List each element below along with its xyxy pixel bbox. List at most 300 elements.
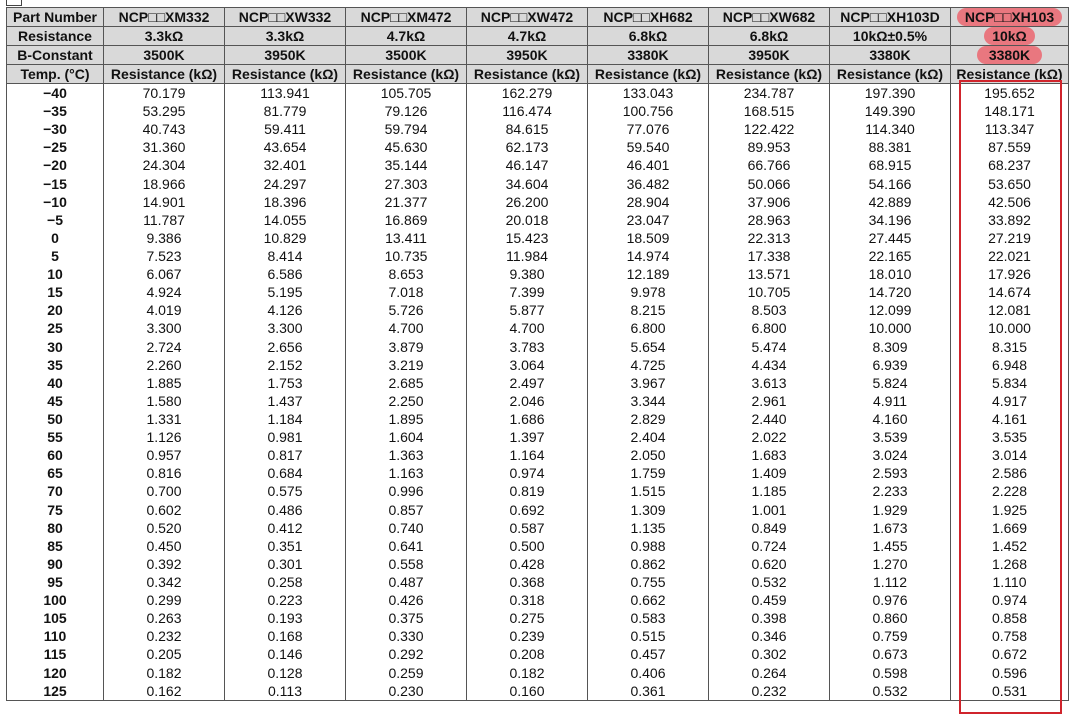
- resistance-value-cell: 28.904: [588, 193, 709, 211]
- resistance-value-cell: 10.705: [709, 283, 830, 301]
- temperature-cell: 35: [7, 356, 104, 374]
- table-row: [7, 537, 1069, 555]
- bconstant-cell-highlighted: [951, 46, 1069, 65]
- resistance-value-cell: 0.849: [709, 519, 830, 537]
- table-row: [7, 301, 1069, 319]
- resistance-value-cell: 0.351: [225, 537, 346, 555]
- resistance-value-cell: 3.300: [104, 319, 225, 337]
- resistance-value-cell: 59.540: [588, 138, 709, 156]
- resistance-value-cell: 66.766: [709, 156, 830, 174]
- resistance-value-cell: 24.297: [225, 175, 346, 193]
- resistance-value-cell: 2.586: [951, 464, 1069, 482]
- resistance-value-cell: 2.022: [709, 428, 830, 446]
- resistance-value-cell: 0.532: [830, 682, 951, 701]
- temperature-cell: 115: [7, 645, 104, 663]
- resistance-value-cell: 4.911: [830, 392, 951, 410]
- resistance-value-cell: 4.700: [346, 319, 467, 337]
- resistance-value-cell: 0.128: [225, 664, 346, 682]
- resistance-value-cell: 6.800: [709, 319, 830, 337]
- resistance-value-cell: 0.532: [709, 573, 830, 591]
- resistance-value-cell: 46.401: [588, 156, 709, 174]
- table-row: [7, 265, 1069, 283]
- resistance-value-cell: 0.361: [588, 682, 709, 701]
- resistance-value-cell: 0.398: [709, 609, 830, 627]
- table-row: [7, 501, 1069, 519]
- resistance-value-cell: 14.974: [588, 247, 709, 265]
- resistance-value-cell: 1.895: [346, 410, 467, 428]
- resistance-value-cell: 34.604: [467, 175, 588, 193]
- table-row: [7, 464, 1069, 482]
- resistance-value-cell: 16.869: [346, 211, 467, 229]
- resistance-value-cell: 2.233: [830, 482, 951, 500]
- resistance-value-cell: 3.613: [709, 374, 830, 392]
- resistance-value-cell: 1.164: [467, 446, 588, 464]
- temperature-cell: −15: [7, 175, 104, 193]
- resistance-value-cell: 0.412: [225, 519, 346, 537]
- resistance-value-cell: 0.974: [951, 591, 1069, 609]
- resistance-value-cell: 8.653: [346, 265, 467, 283]
- resistance-value-cell: 0.223: [225, 591, 346, 609]
- resistance-value-cell: 0.981: [225, 428, 346, 446]
- resistance-value-cell: 4.126: [225, 301, 346, 319]
- resistance-value-cell: 1.268: [951, 555, 1069, 573]
- bconstant-row: [7, 46, 1069, 65]
- table-row: [7, 446, 1069, 464]
- resistance-value-cell: 7.399: [467, 283, 588, 301]
- resistance-value-cell: 0.819: [467, 482, 588, 500]
- resistance-value-cell: 0.299: [104, 591, 225, 609]
- table-row: [7, 356, 1069, 374]
- resistance-value-cell: 2.593: [830, 464, 951, 482]
- resistance-value-cell: 2.404: [588, 428, 709, 446]
- resistance-value-cell: 0.259: [346, 664, 467, 682]
- table-row: [7, 193, 1069, 211]
- resistance-value-cell: 6.948: [951, 356, 1069, 374]
- resistance-cell: 6.8kΩ: [588, 27, 709, 46]
- resistance-value-cell: 2.440: [709, 410, 830, 428]
- highlight-part-number: NCP□□XH103: [957, 8, 1062, 26]
- table-row: [7, 392, 1069, 410]
- table-row: [7, 138, 1069, 156]
- resistance-value-cell: 28.963: [709, 211, 830, 229]
- resistance-value-cell: 77.076: [588, 120, 709, 138]
- table-row: [7, 428, 1069, 446]
- resistance-value-cell: 0.598: [830, 664, 951, 682]
- resistance-value-cell: 0.673: [830, 645, 951, 663]
- resistance-value-cell: 0.168: [225, 627, 346, 645]
- resistance-value-cell: 0.816: [104, 464, 225, 482]
- resistance-value-cell: 0.724: [709, 537, 830, 555]
- resistance-cell: 6.8kΩ: [709, 27, 830, 46]
- resistance-value-cell: 0.641: [346, 537, 467, 555]
- resistance-value-cell: 1.515: [588, 482, 709, 500]
- resistance-value-cell: 0.976: [830, 591, 951, 609]
- resistance-value-cell: 1.112: [830, 573, 951, 591]
- resistance-value-cell: 6.067: [104, 265, 225, 283]
- resistance-value-cell: 1.409: [709, 464, 830, 482]
- part-number-cell-highlighted: [951, 8, 1069, 27]
- resistance-value-cell: 3.219: [346, 356, 467, 374]
- table-row: [7, 175, 1069, 193]
- resistance-value-cell: 0.457: [588, 645, 709, 663]
- resistance-value-cell: 2.961: [709, 392, 830, 410]
- resistance-value-cell: 0.662: [588, 591, 709, 609]
- resistance-value-cell: 168.515: [709, 102, 830, 120]
- resistance-value-cell: 32.401: [225, 156, 346, 174]
- temperature-cell: −10: [7, 193, 104, 211]
- resistance-value-cell: 36.482: [588, 175, 709, 193]
- resistance-value-cell: 18.396: [225, 193, 346, 211]
- resistance-value-cell: 0.406: [588, 664, 709, 682]
- resistance-value-cell: 1.126: [104, 428, 225, 446]
- resistance-value-cell: 62.173: [467, 138, 588, 156]
- resistance-value-cell: 7.018: [346, 283, 467, 301]
- resistance-value-cell: 0.692: [467, 501, 588, 519]
- resistance-value-cell: 0.996: [346, 482, 467, 500]
- resistance-value-cell: 0.602: [104, 501, 225, 519]
- resistance-cell: 3.3kΩ: [104, 27, 225, 46]
- resistance-value-cell: 0.583: [588, 609, 709, 627]
- table-row: [7, 591, 1069, 609]
- resistance-value-cell: 5.195: [225, 283, 346, 301]
- resistance-label: Resistance: [7, 27, 104, 46]
- resistance-value-cell: 10.829: [225, 229, 346, 247]
- resistance-value-cell: 3.783: [467, 338, 588, 356]
- resistance-value-cell: 8.414: [225, 247, 346, 265]
- resistance-value-cell: 22.165: [830, 247, 951, 265]
- resistance-value-cell: 0.758: [951, 627, 1069, 645]
- resistance-value-cell: 149.390: [830, 102, 951, 120]
- temperature-cell: 95: [7, 573, 104, 591]
- temp-unit-row: [7, 65, 1069, 84]
- resistance-value-cell: 84.615: [467, 120, 588, 138]
- resistance-value-cell: 1.604: [346, 428, 467, 446]
- resistance-value-cell: 0.500: [467, 537, 588, 555]
- resistance-value-cell: 21.377: [346, 193, 467, 211]
- resistance-value-cell: 0.957: [104, 446, 225, 464]
- highlight-bconstant: 3380K: [977, 46, 1042, 64]
- resistance-value-cell: 54.166: [830, 175, 951, 193]
- resistance-value-cell: 24.304: [104, 156, 225, 174]
- resistance-value-cell: 1.110: [951, 573, 1069, 591]
- resistance-value-cell: 0.759: [830, 627, 951, 645]
- resistance-value-cell: 2.228: [951, 482, 1069, 500]
- corner-mark: [6, 0, 22, 6]
- part-number-cell: NCP□□XM472: [346, 8, 467, 27]
- table-row: [7, 573, 1069, 591]
- resistance-value-cell: 1.437: [225, 392, 346, 410]
- resistance-value-cell: 1.759: [588, 464, 709, 482]
- resistance-value-cell: 5.834: [951, 374, 1069, 392]
- bconstant-cell: 3950K: [709, 46, 830, 65]
- resistance-value-cell: 2.250: [346, 392, 467, 410]
- resistance-value-cell: 0.740: [346, 519, 467, 537]
- resistance-value-cell: 0.858: [951, 609, 1069, 627]
- table-row: [7, 120, 1069, 138]
- temperature-cell: 120: [7, 664, 104, 682]
- resistance-value-cell: 4.434: [709, 356, 830, 374]
- resistance-value-cell: 0.428: [467, 555, 588, 573]
- temperature-cell: −20: [7, 156, 104, 174]
- part-number-cell: NCP□□XW332: [225, 8, 346, 27]
- resistance-value-cell: 34.196: [830, 211, 951, 229]
- temperature-cell: 100: [7, 591, 104, 609]
- resistance-value-cell: 27.303: [346, 175, 467, 193]
- resistance-value-cell: 5.824: [830, 374, 951, 392]
- temperature-cell: 70: [7, 482, 104, 500]
- unit-cell: Resistance (kΩ): [830, 65, 951, 84]
- resistance-value-cell: 0.486: [225, 501, 346, 519]
- resistance-value-cell: 162.279: [467, 84, 588, 103]
- resistance-value-cell: 45.630: [346, 138, 467, 156]
- bconstant-label: B-Constant: [7, 46, 104, 65]
- resistance-value-cell: 6.586: [225, 265, 346, 283]
- part-number-row: [7, 8, 1069, 27]
- resistance-value-cell: 14.674: [951, 283, 1069, 301]
- temperature-cell: 30: [7, 338, 104, 356]
- resistance-value-cell: 1.363: [346, 446, 467, 464]
- resistance-value-cell: 197.390: [830, 84, 951, 103]
- resistance-value-cell: 70.179: [104, 84, 225, 103]
- resistance-value-cell: 17.338: [709, 247, 830, 265]
- resistance-value-cell: 0.857: [346, 501, 467, 519]
- resistance-value-cell: 0.375: [346, 609, 467, 627]
- resistance-value-cell: 5.877: [467, 301, 588, 319]
- resistance-value-cell: 27.445: [830, 229, 951, 247]
- resistance-value-cell: 1.184: [225, 410, 346, 428]
- temperature-cell: −25: [7, 138, 104, 156]
- resistance-row: [7, 27, 1069, 46]
- resistance-value-cell: 0.302: [709, 645, 830, 663]
- resistance-value-cell: 0.426: [346, 591, 467, 609]
- temperature-cell: −5: [7, 211, 104, 229]
- resistance-value-cell: 114.340: [830, 120, 951, 138]
- resistance-value-cell: 14.720: [830, 283, 951, 301]
- highlight-resistance: 10kΩ: [984, 27, 1035, 45]
- resistance-value-cell: 4.160: [830, 410, 951, 428]
- table-row: [7, 283, 1069, 301]
- resistance-value-cell: 81.779: [225, 102, 346, 120]
- table-row: [7, 84, 1069, 103]
- temperature-cell: 85: [7, 537, 104, 555]
- resistance-value-cell: 0.755: [588, 573, 709, 591]
- resistance-value-cell: 1.455: [830, 537, 951, 555]
- resistance-value-cell: 17.926: [951, 265, 1069, 283]
- table-row: [7, 229, 1069, 247]
- temperature-cell: −30: [7, 120, 104, 138]
- resistance-value-cell: 0.620: [709, 555, 830, 573]
- bconstant-cell: 3950K: [467, 46, 588, 65]
- resistance-value-cell: 0.974: [467, 464, 588, 482]
- bconstant-cell: 3380K: [830, 46, 951, 65]
- resistance-value-cell: 2.724: [104, 338, 225, 356]
- resistance-value-cell: 4.161: [951, 410, 1069, 428]
- resistance-value-cell: 0.700: [104, 482, 225, 500]
- resistance-value-cell: 0.193: [225, 609, 346, 627]
- table-row: [7, 682, 1069, 701]
- resistance-value-cell: 113.347: [951, 120, 1069, 138]
- resistance-value-cell: 3.024: [830, 446, 951, 464]
- resistance-cell: 4.7kΩ: [346, 27, 467, 46]
- resistance-value-cell: 31.360: [104, 138, 225, 156]
- resistance-cell: 10kΩ±0.5%: [830, 27, 951, 46]
- resistance-value-cell: 4.725: [588, 356, 709, 374]
- temperature-cell: 0: [7, 229, 104, 247]
- resistance-value-cell: 4.917: [951, 392, 1069, 410]
- resistance-value-cell: 234.787: [709, 84, 830, 103]
- resistance-value-cell: 2.152: [225, 356, 346, 374]
- resistance-value-cell: 0.672: [951, 645, 1069, 663]
- resistance-value-cell: 1.929: [830, 501, 951, 519]
- unit-cell: Resistance (kΩ): [467, 65, 588, 84]
- resistance-cell-highlighted: [951, 27, 1069, 46]
- resistance-value-cell: 59.411: [225, 120, 346, 138]
- resistance-value-cell: 0.301: [225, 555, 346, 573]
- table-row: [7, 645, 1069, 663]
- table-row: [7, 519, 1069, 537]
- part-number-label: Part Number: [7, 8, 104, 27]
- resistance-value-cell: 9.978: [588, 283, 709, 301]
- table-row: [7, 555, 1069, 573]
- part-number-cell: NCP□□XW682: [709, 8, 830, 27]
- resistance-value-cell: 9.386: [104, 229, 225, 247]
- resistance-value-cell: 0.515: [588, 627, 709, 645]
- resistance-value-cell: 1.669: [951, 519, 1069, 537]
- resistance-value-cell: 0.450: [104, 537, 225, 555]
- part-number-cell: NCP□□XW472: [467, 8, 588, 27]
- resistance-value-cell: 0.862: [588, 555, 709, 573]
- resistance-value-cell: 3.014: [951, 446, 1069, 464]
- resistance-value-cell: 8.503: [709, 301, 830, 319]
- temperature-cell: 25: [7, 319, 104, 337]
- resistance-value-cell: 2.829: [588, 410, 709, 428]
- resistance-value-cell: 20.018: [467, 211, 588, 229]
- resistance-value-cell: 4.924: [104, 283, 225, 301]
- resistance-value-cell: 1.673: [830, 519, 951, 537]
- resistance-value-cell: 37.906: [709, 193, 830, 211]
- resistance-value-cell: 122.422: [709, 120, 830, 138]
- part-number-cell: NCP□□XH682: [588, 8, 709, 27]
- resistance-value-cell: 18.966: [104, 175, 225, 193]
- part-number-cell: NCP□□XH103D: [830, 8, 951, 27]
- resistance-value-cell: 18.509: [588, 229, 709, 247]
- resistance-value-cell: 0.988: [588, 537, 709, 555]
- resistance-value-cell: 42.506: [951, 193, 1069, 211]
- resistance-value-cell: 22.021: [951, 247, 1069, 265]
- resistance-value-cell: 116.474: [467, 102, 588, 120]
- resistance-value-cell: 26.200: [467, 193, 588, 211]
- resistance-value-cell: 79.126: [346, 102, 467, 120]
- resistance-value-cell: 0.459: [709, 591, 830, 609]
- resistance-temperature-table: [6, 7, 1069, 701]
- resistance-value-cell: 68.237: [951, 156, 1069, 174]
- resistance-value-cell: 100.756: [588, 102, 709, 120]
- unit-cell: Resistance (kΩ): [225, 65, 346, 84]
- resistance-value-cell: 0.162: [104, 682, 225, 701]
- resistance-value-cell: 3.539: [830, 428, 951, 446]
- resistance-value-cell: 5.654: [588, 338, 709, 356]
- resistance-value-cell: 1.001: [709, 501, 830, 519]
- resistance-value-cell: 35.144: [346, 156, 467, 174]
- resistance-value-cell: 27.219: [951, 229, 1069, 247]
- resistance-value-cell: 2.497: [467, 374, 588, 392]
- temperature-cell: 75: [7, 501, 104, 519]
- table-row: [7, 156, 1069, 174]
- resistance-value-cell: 0.182: [104, 664, 225, 682]
- resistance-value-cell: 2.656: [225, 338, 346, 356]
- resistance-value-cell: 0.817: [225, 446, 346, 464]
- resistance-value-cell: 0.208: [467, 645, 588, 663]
- resistance-value-cell: 3.879: [346, 338, 467, 356]
- resistance-value-cell: 1.683: [709, 446, 830, 464]
- table-row: [7, 609, 1069, 627]
- resistance-value-cell: 10.000: [951, 319, 1069, 337]
- resistance-cell: 4.7kΩ: [467, 27, 588, 46]
- resistance-value-cell: 148.171: [951, 102, 1069, 120]
- resistance-value-cell: 0.205: [104, 645, 225, 663]
- temperature-cell: 90: [7, 555, 104, 573]
- resistance-value-cell: 2.260: [104, 356, 225, 374]
- resistance-value-cell: 195.652: [951, 84, 1069, 103]
- resistance-value-cell: 0.860: [830, 609, 951, 627]
- resistance-value-cell: 0.239: [467, 627, 588, 645]
- temperature-cell: 45: [7, 392, 104, 410]
- resistance-value-cell: 6.939: [830, 356, 951, 374]
- bconstant-cell: 3500K: [104, 46, 225, 65]
- table-row: [7, 482, 1069, 500]
- resistance-value-cell: 13.571: [709, 265, 830, 283]
- resistance-value-cell: 11.787: [104, 211, 225, 229]
- temperature-cell: 50: [7, 410, 104, 428]
- temperature-cell: 55: [7, 428, 104, 446]
- unit-cell: Resistance (kΩ): [588, 65, 709, 84]
- resistance-value-cell: 3.300: [225, 319, 346, 337]
- resistance-value-cell: 133.043: [588, 84, 709, 103]
- temperature-cell: 125: [7, 682, 104, 701]
- resistance-value-cell: 113.941: [225, 84, 346, 103]
- resistance-value-cell: 10.735: [346, 247, 467, 265]
- resistance-value-cell: 0.596: [951, 664, 1069, 682]
- resistance-value-cell: 1.135: [588, 519, 709, 537]
- resistance-value-cell: 0.113: [225, 682, 346, 701]
- resistance-value-cell: 3.344: [588, 392, 709, 410]
- temperature-cell: 60: [7, 446, 104, 464]
- resistance-value-cell: 14.901: [104, 193, 225, 211]
- resistance-value-cell: 0.346: [709, 627, 830, 645]
- resistance-value-cell: 0.232: [709, 682, 830, 701]
- resistance-value-cell: 1.397: [467, 428, 588, 446]
- table-row: [7, 338, 1069, 356]
- resistance-value-cell: 0.575: [225, 482, 346, 500]
- resistance-value-cell: 3.535: [951, 428, 1069, 446]
- resistance-value-cell: 0.230: [346, 682, 467, 701]
- resistance-cell: 3.3kΩ: [225, 27, 346, 46]
- resistance-value-cell: 1.163: [346, 464, 467, 482]
- resistance-value-cell: 3.967: [588, 374, 709, 392]
- bconstant-cell: 3380K: [588, 46, 709, 65]
- table-row: [7, 664, 1069, 682]
- resistance-value-cell: 9.380: [467, 265, 588, 283]
- resistance-value-cell: 12.081: [951, 301, 1069, 319]
- resistance-value-cell: 0.392: [104, 555, 225, 573]
- resistance-value-cell: 33.892: [951, 211, 1069, 229]
- resistance-value-cell: 1.185: [709, 482, 830, 500]
- resistance-value-cell: 0.558: [346, 555, 467, 573]
- resistance-value-cell: 11.984: [467, 247, 588, 265]
- unit-cell: Resistance (kΩ): [104, 65, 225, 84]
- resistance-value-cell: 89.953: [709, 138, 830, 156]
- resistance-value-cell: 42.889: [830, 193, 951, 211]
